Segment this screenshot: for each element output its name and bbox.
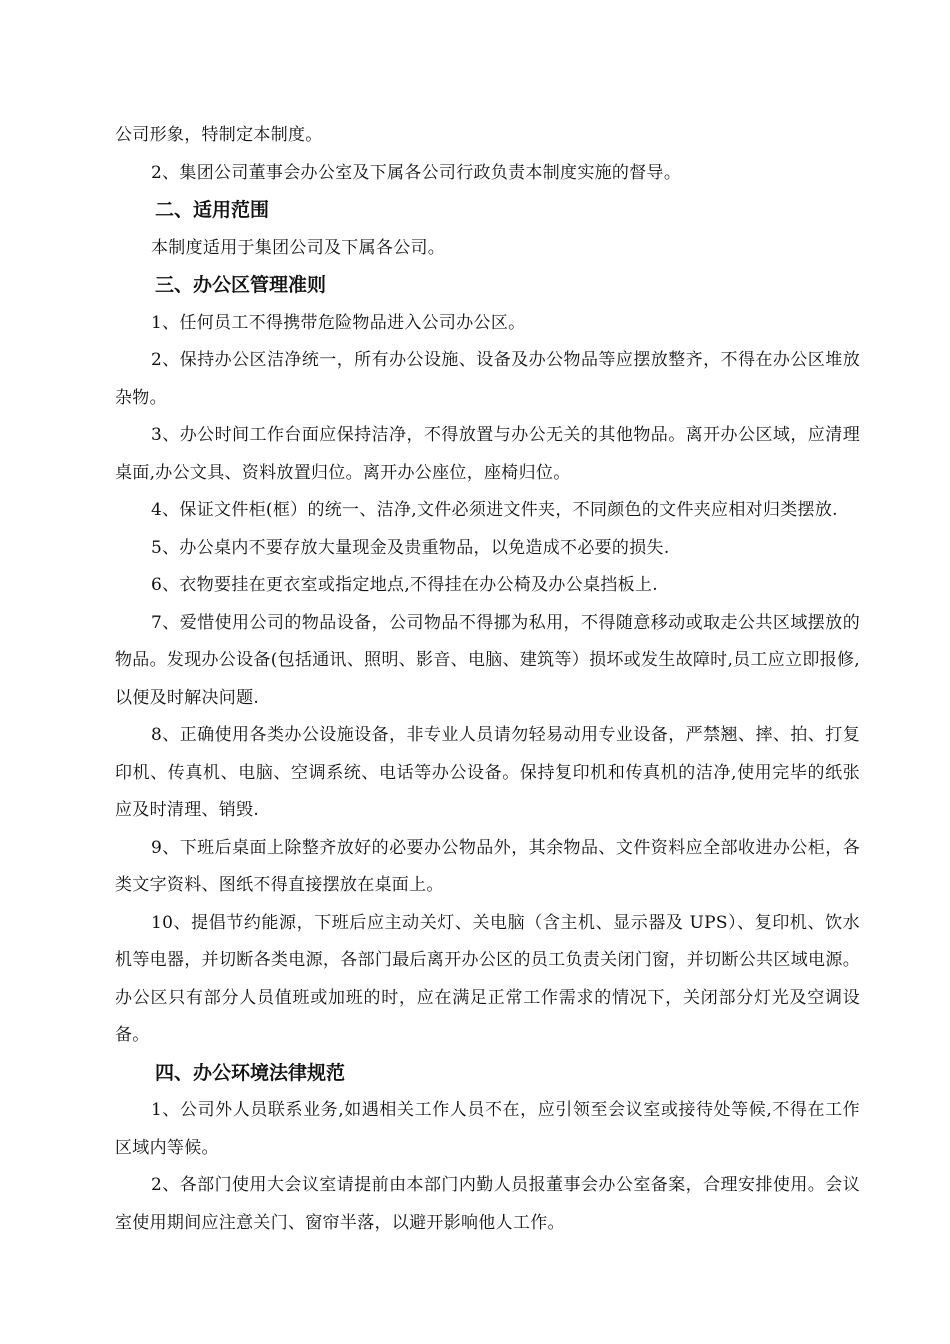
rule-item-9: 9、下班后桌面上除整齐放好的必要办公物品外，其余物品、文件资料应全部收进办公柜，各类文字资料、图纸不得直接摆放在桌面上。: [115, 837, 860, 895]
rule-item-6: 6、衣物要挂在更衣室或指定地点,不得挂在办公椅及办公桌挡板上.: [151, 575, 658, 595]
rule-item-8: 8、正确使用各类办公设施设备，非专业人员请勿轻易动用专业设备，严禁翘、摔、拍、打复印机、传真机、电脑、空调系统、电话等办公设备。保持复印机和传真机的洁净,使用完毕的纸张应及时清理、销毁.: [115, 725, 860, 820]
rule-item-2: 2、保持办公区洁净统一，所有办公设施、设备及办公物品等应摆放整齐，不得在办公区堆放杂物。: [115, 350, 860, 408]
rule-item-3: 3、办公时间工作台面应保持洁净，不得放置与办公无关的其他物品。离开办公区域，应清理桌面,办公文具、资料放置归位。离开办公座位，座椅归位。: [115, 425, 860, 483]
rule-item-1: 1、任何员工不得携带危险物品进入公司办公区。: [151, 312, 526, 333]
section-heading-office-rules: 三、办公区管理准则: [155, 274, 327, 296]
rule-item-5: 5、办公桌内不要存放大量现金及贵重物品，以免造成不必要的损失.: [151, 537, 670, 558]
rule-item-7: 7、爱惜使用公司的物品设备，公司物品不得挪为私用，不得随意移动或取走公共区域摆放的物品。发现办公设备(包括通讯、照明、影音、电脑、建筑等）损坏或发生故障时,员工应立即报修,以便及时解决问题.: [115, 612, 860, 708]
norm-item-2: 2、各部门使用大会议室请提前由本部门内勤人员报董事会办公室备案，合理安排使用。会议室使用期间应注意关门、窗帘半落，以避开影响他人工作。: [115, 1175, 860, 1233]
rule-item-4: 4、保证文件柜(框）的统一、洁净,文件必须进文件夹，不同颜色的文件夹应相对归类摆放.: [151, 500, 838, 520]
paragraph-supervision: 2、集团公司董事会办公室及下属各公司行政负责本制度实施的督导。: [151, 162, 682, 183]
section-heading-scope: 二、适用范围: [155, 199, 270, 221]
rule-item-10: 10、提倡节约能源，下班后应主动关灯、关电脑（含主机、显示器及 UPS）、复印机、饮水机等电器，并切断各类电源，各部门最后离开办公区的员工负责关闭门窗，并切断公共区域电源。办公区只有部分人员值班或加班的时，应在满足正常工作需求的情况下，关闭部分灯光及空调设备。: [115, 912, 860, 1045]
norm-item-1: 1、公司外人员联系业务,如遇相关工作人员不在，应引领至会议室或接待处等候,不得在工作区域内等候。: [115, 1100, 860, 1158]
paragraph-scope: 本制度适用于集团公司及下属各公司。: [151, 237, 446, 258]
section-heading-environment-norms: 四、办公环境法律规范: [155, 1061, 346, 1084]
paragraph-continuation: 公司形象，特制定本制度。: [115, 125, 323, 145]
